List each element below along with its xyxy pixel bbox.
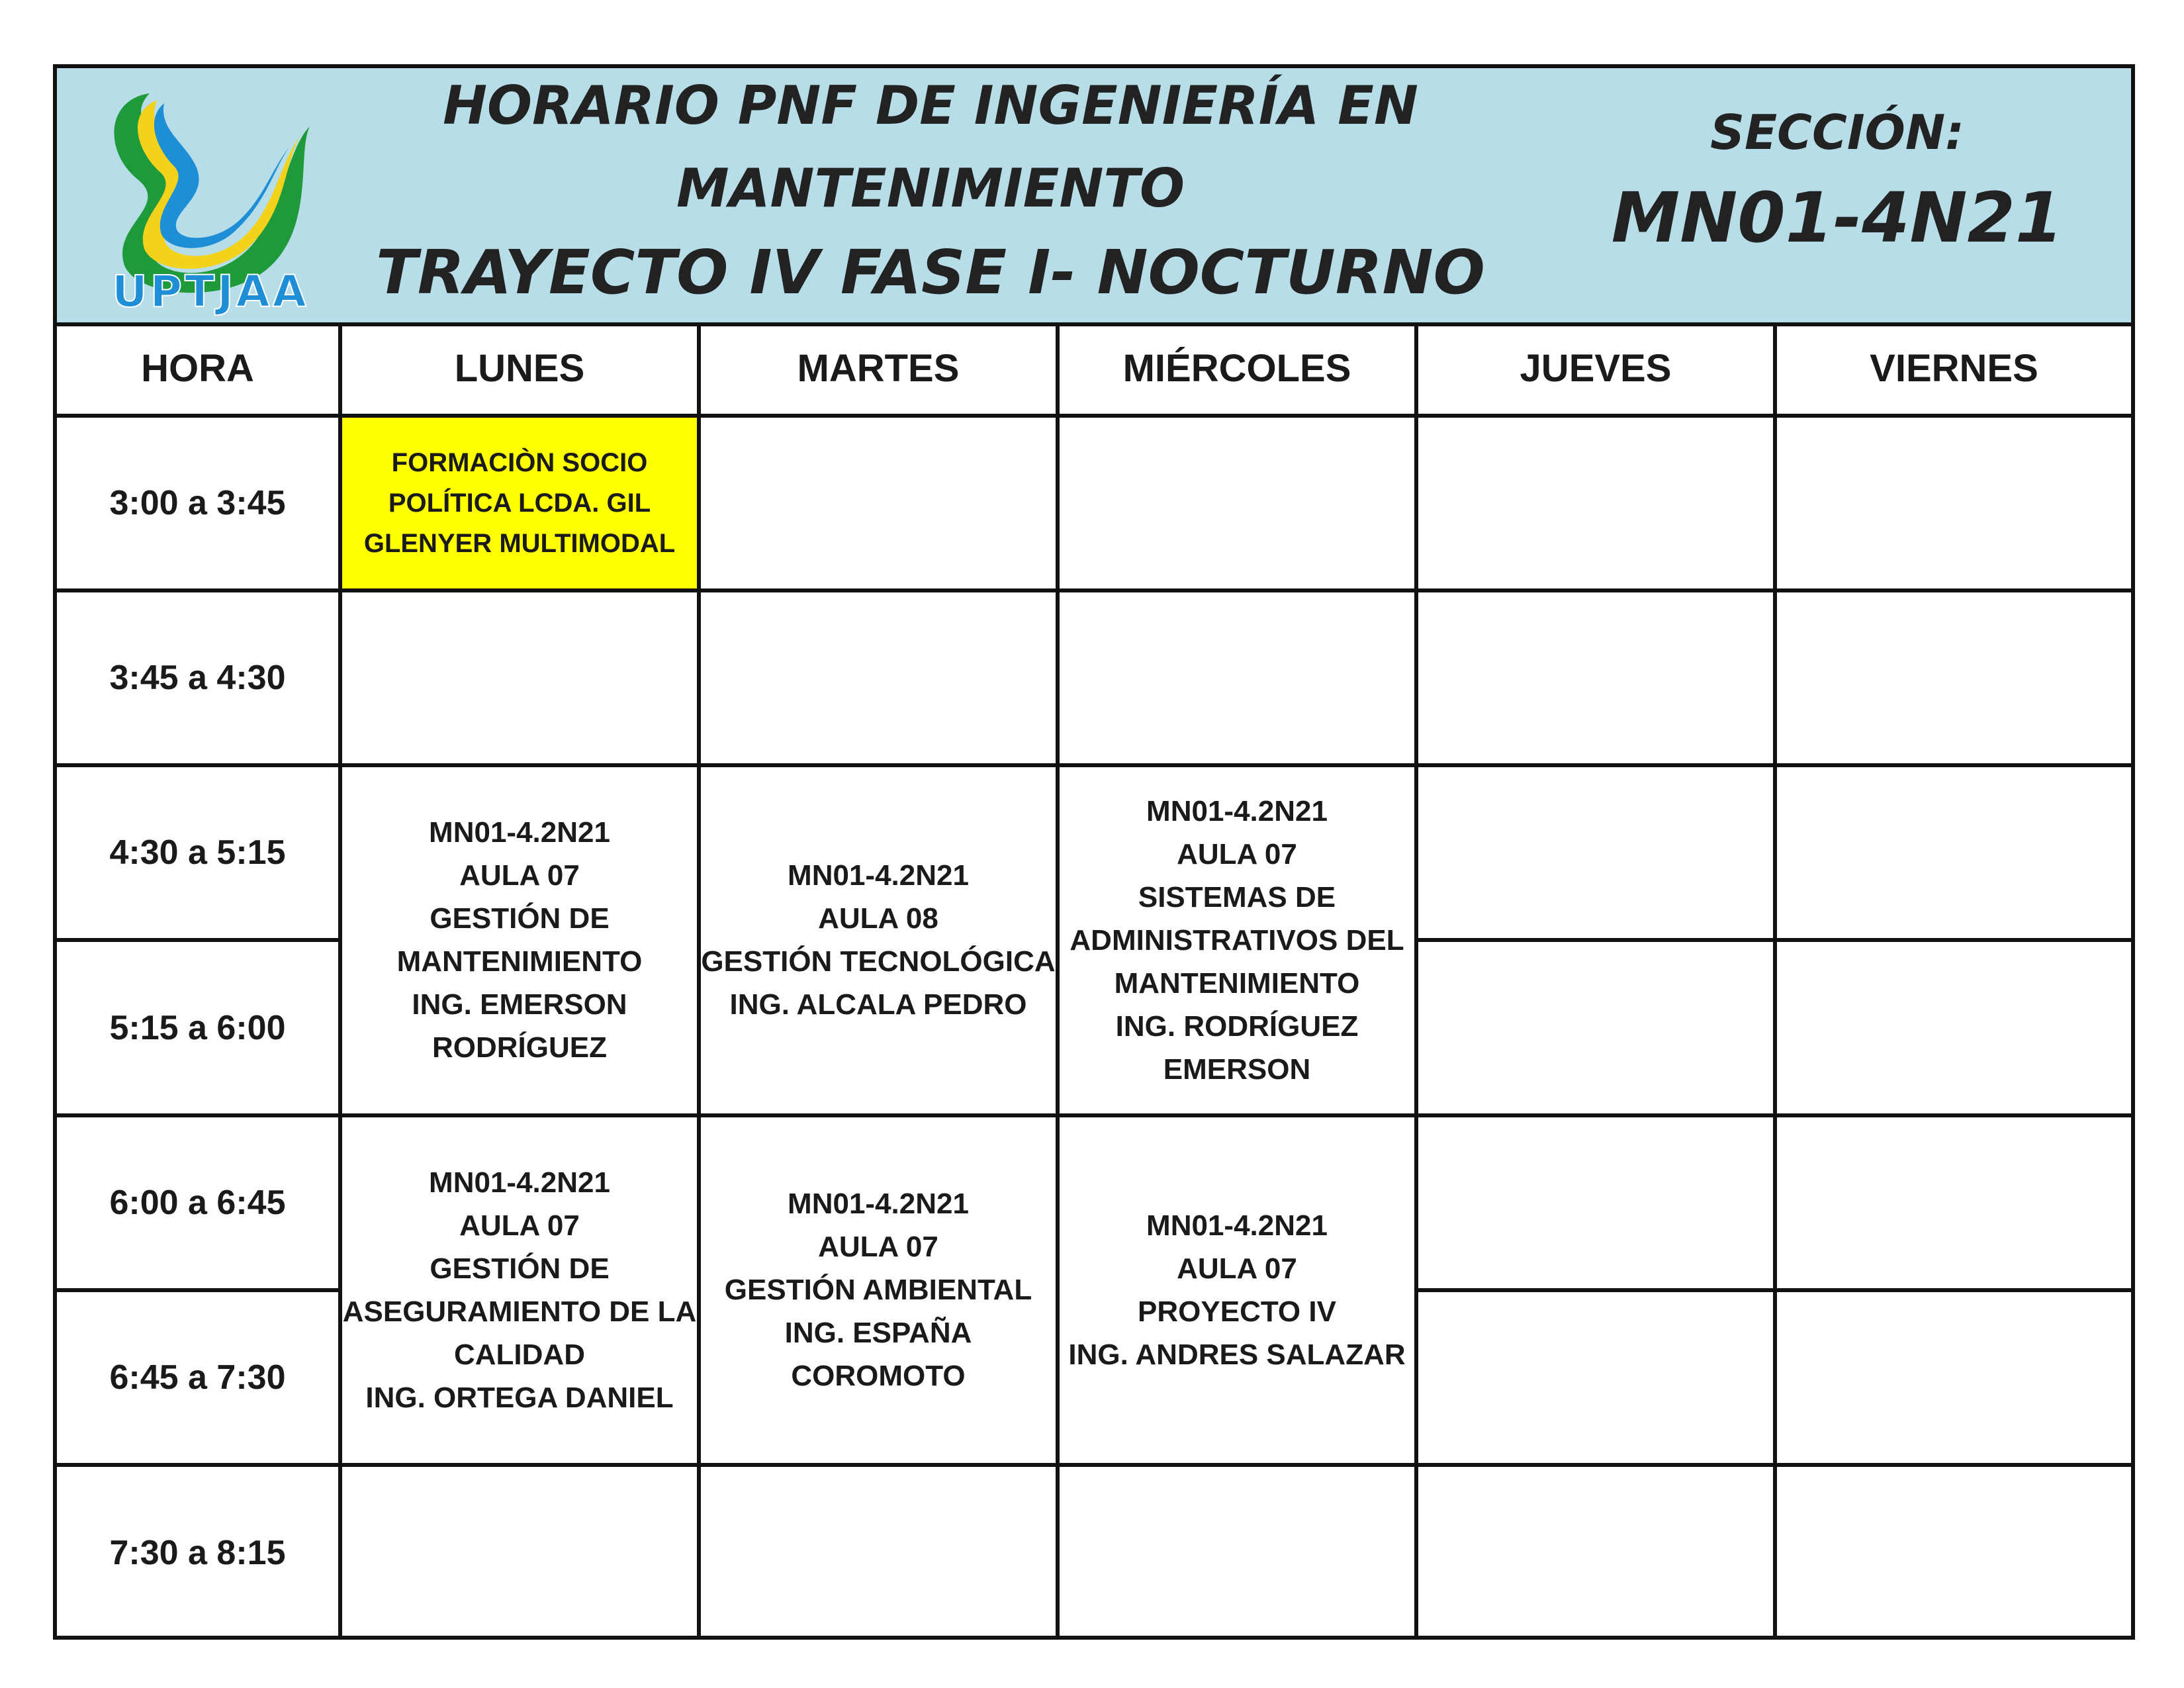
section-code: MN01-4N21 bbox=[1611, 177, 2064, 258]
class-line: MN01-4.2N21 bbox=[429, 1166, 610, 1199]
class-line: COROMOTO bbox=[791, 1360, 966, 1393]
empty-cell bbox=[1775, 1465, 2131, 1640]
class-cell-lunes-formacion bbox=[340, 416, 699, 590]
class-line: POLÍTICA bbox=[388, 488, 512, 518]
column-header-hora: HORA bbox=[57, 322, 340, 416]
empty-cell bbox=[1416, 1290, 1775, 1465]
class-cell-miercoles-sistemas bbox=[1058, 765, 1416, 1115]
empty-cell bbox=[1775, 1290, 2131, 1465]
class-cell-martes-gestion-ambiental bbox=[699, 1115, 1058, 1465]
class-line: MANTENIMIENTO bbox=[396, 945, 643, 978]
column-header-jueves: JUEVES bbox=[1416, 322, 1775, 416]
empty-cell bbox=[1775, 590, 2131, 765]
column-header-lunes: LUNES bbox=[340, 322, 699, 416]
class-line: MANTENIMIENTO bbox=[1114, 966, 1360, 1000]
empty-cell bbox=[1775, 940, 2131, 1115]
class-line: MULTIMODAL bbox=[499, 528, 676, 558]
class-line: AULA 07 bbox=[818, 1231, 938, 1264]
class-line: RODRÍGUEZ bbox=[432, 1031, 607, 1064]
schedule-sheet bbox=[53, 64, 2135, 1640]
title-line-3: TRAYECTO IV FASE I- NOCTURNO bbox=[376, 237, 1485, 308]
class-line: LCDA. GIL GLENYER bbox=[363, 488, 651, 558]
hour-cell: 4:30 a 5:15 bbox=[57, 765, 340, 940]
class-line: GESTIÓN AMBIENTAL bbox=[724, 1274, 1032, 1307]
empty-cell bbox=[1416, 1465, 1775, 1640]
class-line: MN01-4.2N21 bbox=[788, 1188, 969, 1221]
class-line: ING. EMERSON bbox=[412, 988, 627, 1021]
empty-cell bbox=[1416, 940, 1775, 1115]
hour-cell: 3:45 a 4:30 bbox=[57, 590, 340, 765]
section-label: SECCIÓN: bbox=[1710, 105, 1964, 160]
class-line: MN01-4.2N21 bbox=[1146, 1209, 1328, 1242]
class-line: ING. ESPAÑA bbox=[784, 1317, 972, 1350]
class-line: EMERSON bbox=[1163, 1053, 1311, 1086]
schedule-header bbox=[57, 68, 2131, 326]
class-line: AULA 07 bbox=[1177, 837, 1297, 870]
table-row bbox=[57, 1115, 2131, 1290]
hour-cell: 6:45 a 7:30 bbox=[57, 1290, 340, 1465]
class-line: AULA 08 bbox=[818, 902, 938, 935]
empty-cell bbox=[1058, 1465, 1416, 1640]
header-row bbox=[57, 322, 2131, 416]
empty-cell bbox=[1416, 590, 1775, 765]
class-line: ADMINISTRATIVOS DEL bbox=[1069, 923, 1404, 957]
title-line-1: HORARIO PNF DE INGENIERÍA EN bbox=[443, 75, 1418, 136]
class-line: ASEGURAMIENTO DE LA bbox=[342, 1295, 697, 1328]
class-cell-martes-gestion-tecnologica bbox=[699, 765, 1058, 1115]
empty-cell bbox=[1058, 590, 1416, 765]
table-row bbox=[57, 590, 2131, 765]
empty-cell bbox=[340, 590, 699, 765]
uptjaa-logo bbox=[98, 73, 323, 318]
class-line: SISTEMAS DE bbox=[1138, 880, 1336, 914]
class-line: GESTIÓN DE bbox=[430, 902, 610, 935]
column-header-viernes: VIERNES bbox=[1775, 322, 2131, 416]
empty-cell bbox=[340, 1465, 699, 1640]
class-line: AULA 07 bbox=[459, 1209, 580, 1242]
hour-cell: 3:00 a 3:45 bbox=[57, 416, 340, 590]
empty-cell bbox=[1775, 765, 2131, 940]
class-line: ING. ANDRES SALAZAR bbox=[1068, 1338, 1406, 1371]
empty-cell bbox=[1416, 1115, 1775, 1290]
table-row bbox=[57, 1465, 2131, 1640]
empty-cell bbox=[699, 416, 1058, 590]
empty-cell bbox=[1416, 416, 1775, 590]
class-line: ING. ALCALA PEDRO bbox=[729, 988, 1027, 1021]
empty-cell bbox=[699, 590, 1058, 765]
class-line: GESTIÓN DE bbox=[430, 1252, 610, 1285]
empty-cell bbox=[1775, 416, 2131, 590]
class-line: CALIDAD bbox=[454, 1338, 585, 1371]
column-header-miercoles: MIÉRCOLES bbox=[1058, 322, 1416, 416]
class-line: AULA 07 bbox=[459, 859, 580, 892]
empty-cell bbox=[1416, 765, 1775, 940]
class-cell-lunes-gestion-mantenimiento bbox=[340, 765, 699, 1115]
class-line: ING. RODRÍGUEZ bbox=[1115, 1009, 1359, 1043]
class-cell-lunes-aseguramiento bbox=[340, 1115, 699, 1465]
hour-cell: 6:00 a 6:45 bbox=[57, 1115, 340, 1290]
class-line: MN01-4.2N21 bbox=[1146, 794, 1328, 827]
class-line: FORMACIÒN SOCIO bbox=[391, 447, 648, 477]
schedule-table bbox=[57, 322, 2131, 1640]
empty-cell bbox=[1775, 1115, 2131, 1290]
hour-cell: 7:30 a 8:15 bbox=[57, 1465, 340, 1640]
empty-cell bbox=[699, 1465, 1058, 1640]
class-line: AULA 07 bbox=[1177, 1252, 1297, 1285]
class-line: MN01-4.2N21 bbox=[788, 859, 969, 892]
table-row bbox=[57, 416, 2131, 590]
column-header-martes: MARTES bbox=[699, 322, 1058, 416]
hour-cell: 5:15 a 6:00 bbox=[57, 940, 340, 1115]
class-line: MN01-4.2N21 bbox=[429, 816, 610, 849]
svg-text:UPTJAA: UPTJAA bbox=[112, 266, 309, 317]
class-line: ING. ORTEGA DANIEL bbox=[365, 1381, 674, 1414]
class-line: GESTIÓN TECNOLÓGICA bbox=[701, 945, 1056, 978]
table-row bbox=[57, 765, 2131, 940]
title-line-2: MANTENIMIENTO bbox=[676, 158, 1185, 219]
class-cell-miercoles-proyecto bbox=[1058, 1115, 1416, 1465]
class-line: PROYECTO IV bbox=[1138, 1295, 1336, 1328]
empty-cell bbox=[1058, 416, 1416, 590]
